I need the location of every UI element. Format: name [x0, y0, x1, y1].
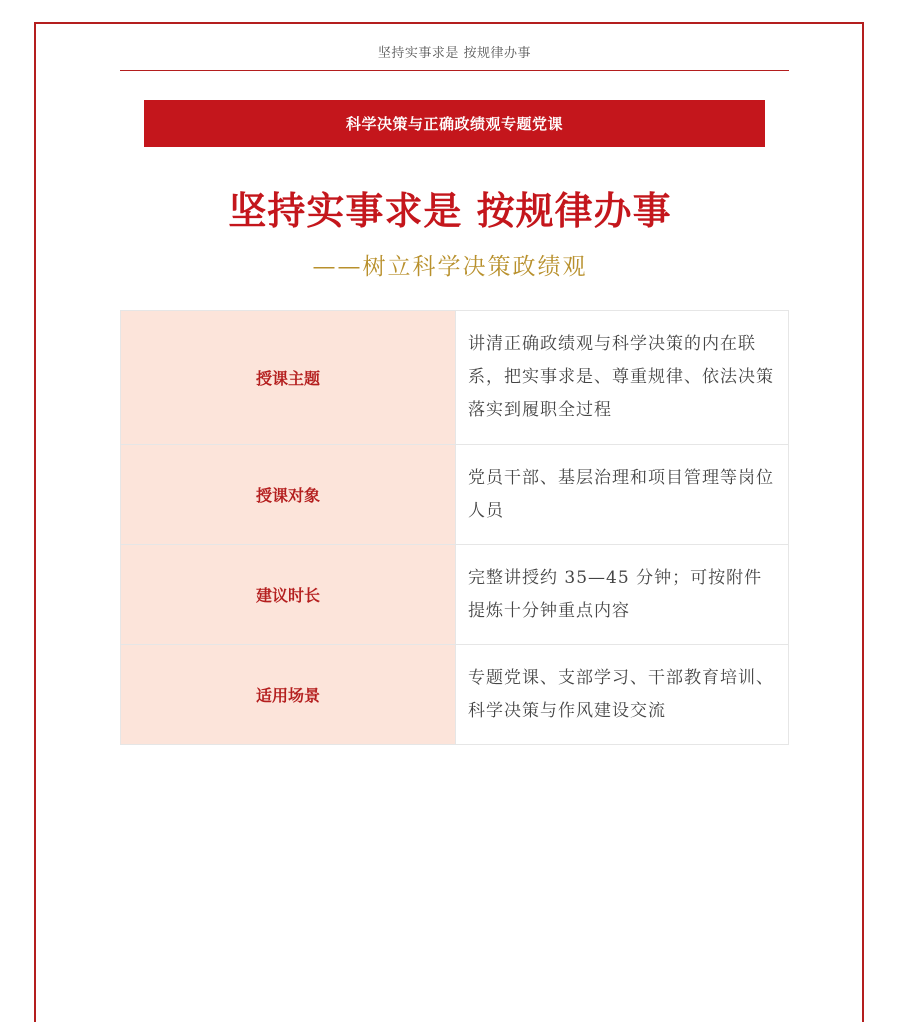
row-label-scenario: 适用场景: [121, 645, 456, 745]
running-header: 坚持实事求是 按规律办事: [377, 46, 532, 61]
table-row: [121, 445, 789, 545]
row-label-duration: 建议时长: [121, 545, 456, 645]
table-row: [121, 311, 789, 445]
row-value-topic: 讲清正确政绩观与科学决策的内在联系，把实事求是、尊重规律、依法决策落实到履职全过程: [456, 311, 789, 445]
table-row: [121, 645, 789, 745]
course-banner: [144, 100, 765, 147]
page-title: 坚持实事求是 按规律办事: [228, 189, 672, 233]
course-info-table: [120, 310, 789, 745]
header-rule: [120, 70, 789, 71]
page-subtitle: ——树立科学决策政绩观: [312, 254, 588, 280]
table-row: [121, 545, 789, 645]
row-label-audience: 授课对象: [121, 445, 456, 545]
row-value-duration: 完整讲授约 35—45 分钟；可按附件提炼十分钟重点内容: [456, 545, 789, 645]
row-label-topic: 授课主题: [121, 311, 456, 445]
banner-label: 科学决策与正确政绩观专题党课: [345, 115, 563, 133]
row-value-scenario: 专题党课、支部学习、干部教育培训、科学决策与作风建设交流: [456, 645, 789, 745]
row-value-audience: 党员干部、基层治理和项目管理等岗位人员: [456, 445, 789, 545]
